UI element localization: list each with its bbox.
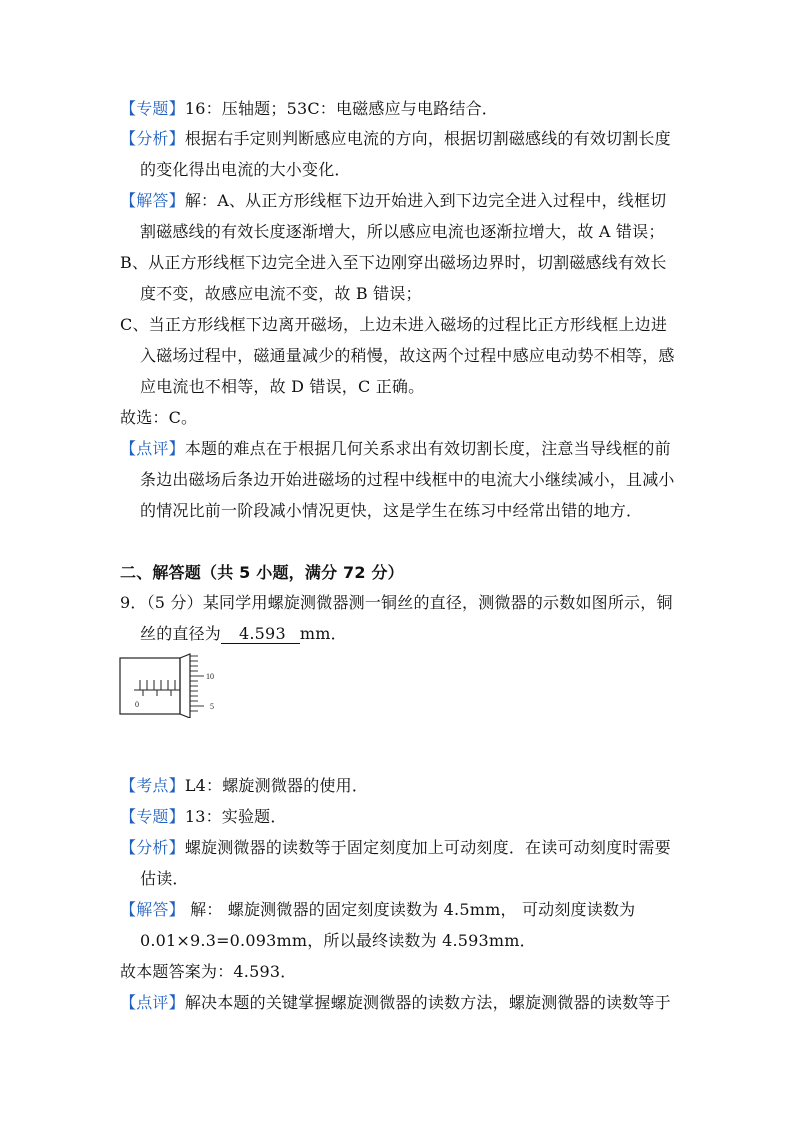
- dianping-line-2: 条边出磁场后条边开始进磁场的过程中线框中的电流大小继续减小，且减小: [140, 470, 675, 489]
- jieda2-line-2: 0.01×9.3=0.093mm，所以最终读数为 4.593mm．: [140, 931, 536, 950]
- jieda-line-7: 应电流也不相等，故 D 错误，C 正确。: [140, 377, 425, 396]
- jieda-line-2: 割磁感线的有效长度逐渐增大，所以感应电流也逐渐拉增大，故 A 错误；: [140, 222, 665, 241]
- micrometer-frame: [120, 658, 180, 714]
- dianping2-tag: 【点评】: [120, 993, 185, 1012]
- thimble-label-5: 5: [210, 702, 214, 711]
- section-heading: 二、解答题（共 5 小题，满分 72 分）: [120, 563, 404, 582]
- zhuanti-line: [120, 98, 498, 120]
- fenxi2-line-1: [120, 837, 671, 859]
- jieda-line-4: 度不变，故感应电流不变，故 B 错误；: [140, 284, 422, 303]
- q9-suffix: mm．: [299, 624, 347, 643]
- fenxi2-tag: 【分析】: [120, 838, 185, 857]
- jieda-line-6: 入磁场过程中，磁通量减少的稍慢，故这两个过程中感应电动势不相等，感: [140, 346, 675, 365]
- dianping-text-1: 本题的难点在于根据几何关系求出有效切割长度，注意当导线框的前: [184, 439, 671, 458]
- fenxi-text-1: 根据右手定则判断感应电流的方向，根据切割磁感线的有效切割长度: [184, 129, 671, 148]
- q9-line-1: 9．（5 分）某同学用螺旋测微器测一铜丝的直径，测微器的示数如图所示，铜: [120, 593, 673, 612]
- q9-line-2: [140, 623, 347, 645]
- micrometer-figure: [118, 652, 228, 718]
- fenxi2-line-2: 估读．: [140, 869, 189, 888]
- zhuanti2-text: 13：实验题．: [184, 807, 287, 826]
- thimble: [180, 654, 190, 718]
- fenxi-line-2: 的变化得出电流的大小变化．: [140, 160, 351, 179]
- jieda2-tag: 【解答】: [120, 900, 185, 919]
- jieda2-text-1: 解： 螺旋测微器的固定刻度读数为 4.5mm， 可动刻度读数为: [184, 900, 636, 919]
- jieda-tag: 【解答】: [120, 191, 185, 210]
- dianping-line-3: 的情况比前一阶段减小情况更快，这是学生在练习中经常出错的地方．: [140, 501, 643, 520]
- main-label-0: 0: [135, 700, 139, 709]
- kaodian-tag: 【考点】: [120, 776, 185, 795]
- dianping2-line-1: [120, 992, 671, 1014]
- thimble-label-10: 10: [206, 672, 214, 681]
- jieda-line-3: B、从正方形线框下边完全进入至下边刚穿出磁场边界时，切割磁感线有效长: [120, 253, 667, 272]
- q9-answer-blank: 4.593: [221, 624, 300, 644]
- zhuanti-tag: 【专题】: [120, 99, 185, 118]
- dianping-tag: 【点评】: [120, 439, 185, 458]
- jieda-line-1: [120, 190, 666, 212]
- dianping2-text-1: 解决本题的关键掌握螺旋测微器的读数方法，螺旋测微器的读数等于: [184, 993, 671, 1012]
- kaodian-line: [120, 775, 368, 797]
- zhuanti2-tag: 【专题】: [120, 807, 185, 826]
- kaodian-text: L4：螺旋测微器的使用．: [184, 776, 369, 795]
- zhuanti2-line: [120, 806, 287, 828]
- jieda-line-8: 故选：C。: [120, 408, 198, 427]
- answer-line: 故本题答案为：4.593．: [120, 962, 297, 981]
- fenxi2-text-1: 螺旋测微器的读数等于固定刻度加上可动刻度．在读可动刻度时需要: [184, 838, 671, 857]
- fenxi-tag: 【分析】: [120, 129, 185, 148]
- jieda2-line-1: [120, 899, 635, 921]
- fenxi-line-1: [120, 128, 671, 150]
- jieda-line-5: C、当正方形线框下边离开磁场，上边未进入磁场的过程比正方形线框上边进: [120, 315, 668, 334]
- q9-prefix: 丝的直径为: [140, 624, 222, 643]
- dianping-line-1: [120, 438, 671, 460]
- zhuanti-text: 16：压轴题；53C：电磁感应与电路结合．: [184, 99, 498, 118]
- jieda-text-1: 解：A、从正方形线框下边开始进入到下边完全进入过程中，线框切: [184, 191, 667, 210]
